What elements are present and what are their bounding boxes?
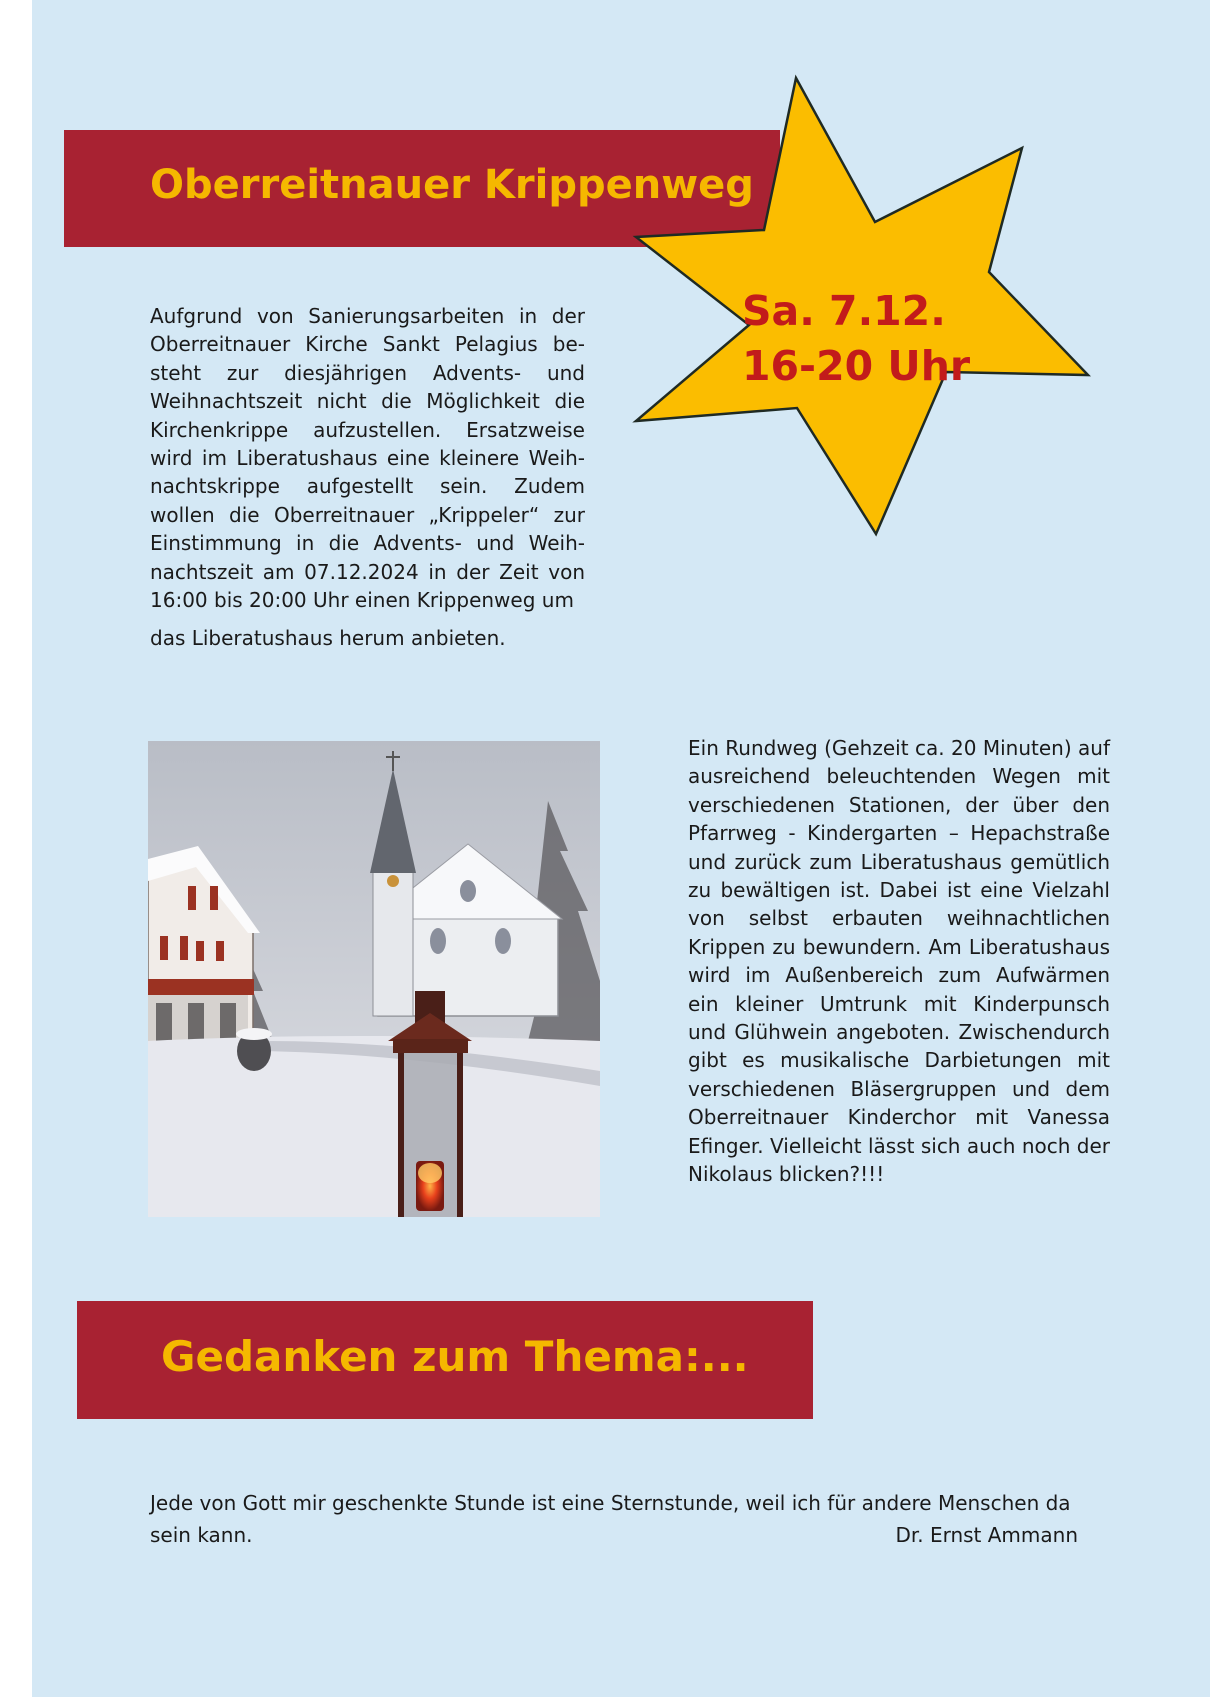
quote-author: Dr. Ernst Ammann — [895, 1523, 1078, 1547]
quote-block — [150, 1487, 1078, 1551]
event-time: 16-20 Uhr — [742, 342, 971, 390]
intro-last-line: das Liberatushaus herum anbieten. — [150, 626, 506, 650]
section-title: Gedanken zum Thema:... — [161, 1332, 749, 1381]
intro-paragraph: Aufgrund von Sanierungsarbeiten in der Oberreitnauer Kirche Sankt Pelagius be-steht zur diesjährigen Advents- und Weihnachtszeit nicht die Möglichkeit die Kirchenkrippe aufzustellen. Ersatzweise wird im Liberatushaus eine kleinere Weih-nachtskrippe aufgestellt sein. Zudem wollen die Oberreitnauer „Krippeler“ zur Einstimmung in die Advents- und Weih-nachtszeit am 07.12.2024 in der Zeit von 16:00 bis 20:00 Uhr einen Krippenweg um — [150, 304, 585, 613]
details-paragraph: Ein Rundweg (Gehzeit ca. 20 Minuten) auf ausreichend beleuchtenden Wegen mit verschiedenen Stationen, der über den Pfarrweg - Kindergarten – Hepachstraße und zurück zum Liberatushaus gemütlich zu bewältigen ist. Dabei ist eine Vielzahl von selbst erbauten weihnachtlichen Krippen zu bewundern. Am Liberatushaus wird im Außenbereich zum Aufwärmen ein kleiner Umtrunk mit Kinderpunsch und Glühwein angeboten. Zwischendurch gibt es musikalische Darbietungen mit verschiedenen Bläsergruppen und dem Oberreitnauer Kinderchor mit Vanessa Efinger. Vielleicht lässt sich auch noch der Nikolaus blicken?!!! — [688, 736, 1110, 1187]
page-title: Oberreitnauer Krippenweg — [150, 162, 754, 208]
quote-text: Jede von Gott mir geschenkte Stunde ist eine Sternstunde, weil ich für andere Menschen da sein kann. — [150, 1491, 1071, 1547]
event-date: Sa. 7.12. — [742, 287, 946, 335]
snowy-church-photo — [148, 741, 600, 1217]
